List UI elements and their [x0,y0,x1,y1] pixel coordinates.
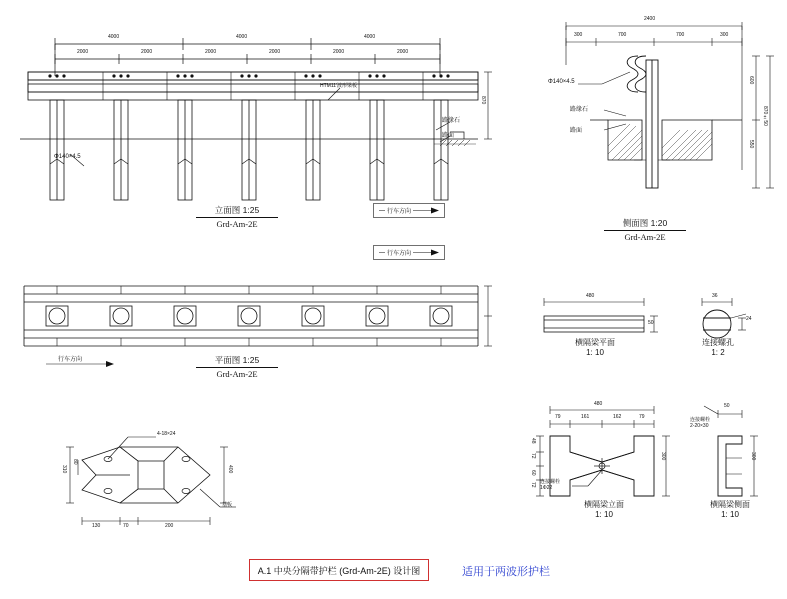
splice-hole-caption-title: 连接螺孔 [702,338,734,347]
side-dim-h-total: 870±50 [762,106,768,126]
splice-hole-dim-width: 36 [712,293,718,299]
beam-side-caption-scale: 1: 10 [721,510,739,519]
base-plate-detail [60,425,240,540]
kerb-label: 路缘石 [442,118,461,124]
beam-elev-dim-p4: 79 [639,414,645,420]
elevation-dim-mid-3: 2000 [205,49,217,55]
beam-plan-detail [530,292,660,362]
base-plate-dim-310: 310 [61,465,67,474]
applicability-note: 适用于两波形护栏 [462,566,550,578]
side-caption-code: Grd-Am-2E [624,231,666,242]
base-plate-dim-200: 200 [165,523,174,529]
base-plate-dim-80: 80 [72,459,78,465]
beam-elev-dim-s4: 72 [530,482,536,488]
title-box-text: A.1 中央分隔带护栏 (Grd-Am-2E) 设计图 [257,565,421,576]
elevation-dim-mid-2: 2000 [141,49,153,55]
elevation-dim-mid-1: 2000 [77,49,89,55]
base-plate-dim-70: 70 [123,523,129,529]
side-kerb-label: 路缘石 [570,107,589,113]
side-dim-total: 2400 [644,16,656,22]
side-dim-h2: 550 [748,140,754,149]
title-box [249,559,429,581]
elevation-caption-code: Grd-Am-2E [216,218,258,229]
beam-elev-dim-s1: 48 [530,438,536,444]
beam-side-bolt-note-line1: 连接螺栓 [690,417,711,423]
splice-hole-caption [680,338,756,358]
beam-side-caption-title: 横隔梁侧面 [710,500,750,509]
side-road-label: 路面 [570,128,583,134]
plan-caption [182,355,292,379]
elevation-dim-mid-5: 2000 [333,49,345,55]
beam-plate-label: HTM11′波形梁板 [320,83,357,89]
elevation-caption-title: 立面图 1:25 [214,205,260,215]
base-plate-leader-label: 基板 [222,502,233,508]
plan-caption-code: Grd-Am-2E [216,368,258,379]
splice-hole-detail [680,292,780,362]
side-dim-p4: 300 [720,32,729,38]
post-diameter-label: Φ140×4.5 [54,154,81,160]
beam-elevation-detail [528,400,678,525]
beam-elev-dim-s3: 60 [530,470,536,476]
beam-elev-dim-p3: 162 [613,414,622,420]
beam-elev-dim-p2: 161 [581,414,590,420]
side-dim-p1: 300 [574,32,583,38]
beam-elev-bolt-note [540,480,560,491]
base-plate-dim-130: 130 [92,523,101,529]
side-dim-h1: 600 [748,76,754,85]
splice-hole-caption-scale: 1: 2 [711,348,725,357]
beam-elev-caption [554,500,654,520]
beam-side-dim-height: 300 [750,452,756,461]
side-caption-title: 侧面图 1:20 [622,218,668,228]
beam-elev-bolt-note-line1: 连接螺栓 [540,479,561,485]
plan-traffic-direction-label: 行车方向 [56,354,84,363]
beam-plan-caption-scale: 1: 10 [586,348,604,357]
beam-plan-dim-length: 480 [586,293,595,299]
elevation-height-dim: 870 [480,96,486,105]
elevation-dim-top-1: 4000 [108,34,120,40]
side-caption [590,218,700,242]
elevation-dim-mid-6: 2000 [397,49,409,55]
road-surface-label: 路面 [442,133,455,139]
beam-plan-caption-title: 横隔梁平面 [575,338,615,347]
beam-plan-caption [546,338,644,358]
base-plate-hole-label: 4-18×24 [157,431,176,437]
elevation-dim-mid-4: 2000 [269,49,281,55]
plan-caption-title: 平面图 1:25 [214,355,260,365]
beam-elev-caption-scale: 1: 10 [595,510,613,519]
beam-plan-dim-thickness: 50 [648,320,654,326]
beam-elev-caption-title: 横隔梁立面 [584,500,624,509]
beam-side-dim-width: 50 [724,403,730,409]
side-post-diameter-label: Φ140×4.5 [548,79,575,85]
beam-elev-bolt-note-line2: 1Φ22 [540,484,553,491]
base-plate-dim-400: 400 [227,465,233,474]
side-view [530,10,780,235]
traffic-direction-label-2: 行车方向 [385,248,413,257]
side-dim-p3: 700 [676,32,685,38]
elevation-dim-top-2: 4000 [236,34,248,40]
beam-elev-dim-p1: 79 [555,414,561,420]
elevation-caption [182,205,292,229]
beam-side-caption [690,500,770,520]
beam-elev-dim-total: 480 [594,401,603,407]
beam-side-detail [690,400,782,525]
beam-side-bolt-note [690,418,710,429]
traffic-direction-label-1: 行车方向 [385,206,413,215]
beam-elev-dim-s2: 72 [530,453,536,459]
splice-hole-dim-dia: 24 [746,316,752,322]
elevation-dim-top-3: 4000 [364,34,376,40]
beam-side-bolt-note-line2: 2-20×30 [690,422,709,429]
side-dim-p2: 700 [618,32,627,38]
beam-elev-dim-height: 300 [660,452,666,461]
